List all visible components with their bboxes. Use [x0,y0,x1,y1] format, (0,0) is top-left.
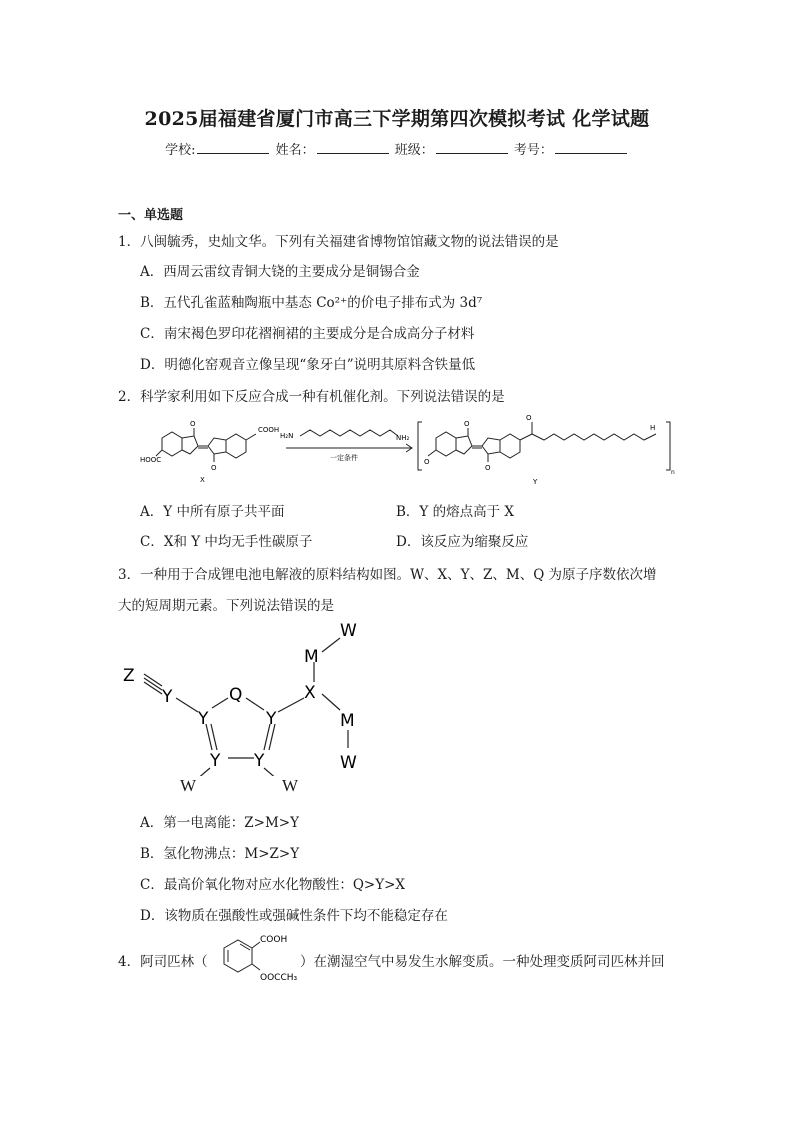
atom-y-right: Y [266,709,277,729]
atom-w-right: W [340,753,357,773]
q3-option-d: D．该物质在强酸性或强碱性条件下均不能稳定存在 [140,908,448,924]
y-nh-label: H [650,424,656,432]
q4-stem-start: 4．阿司匹林（ [118,954,208,970]
q2-stem: 2．科学家利用如下反应合成一种有机催化剂。下列说法错误的是 [118,389,505,405]
school-label: 学校: [165,143,196,158]
atom-m-top: M [304,647,319,667]
class-label: 班级： [394,143,434,158]
q3-stem-line1: 3．一种用于合成锂电池电解液的原料结构如图。W、X、Y、Z、M、Q 为原子序数依次增 [118,567,657,583]
x-oxygen-top: O [190,420,196,428]
atom-w-bottom-right: W [282,776,299,795]
q3-option-a: A．第一电离能：Z>M>Y [140,815,299,831]
name-label: 姓名： [275,143,315,158]
atom-w-top: W [340,621,357,641]
y-oxygen-top: O [464,420,470,428]
q1-option-d: D．明德化窑观音立像呈现“象牙白”说明其原料含铁量低 [140,357,476,373]
atom-q: Q [229,685,243,705]
y-oxygen-amide: O [526,414,532,422]
q1-stem: 1．八闽毓秀，史灿文华。下列有关福建省博物馆馆藏文物的说法错误的是 [118,234,559,250]
class-blank [436,141,508,154]
q3-stem-line2: 大的短周期元素。下列说法错误的是 [118,598,334,614]
y-oxygen-end: O [424,458,430,466]
q1-option-b: B．五代孔雀蓝釉陶瓶中基态 Co²⁺的价电子排布式为 3d⁷ [140,295,483,311]
name-blank [317,141,389,154]
q3-structure [118,618,378,776]
aspirin-cooh-label: COOH [260,935,288,945]
q2-option-a: A．Y 中所有原子共平面 [140,504,285,520]
aspirin-structure [210,930,302,988]
atom-m-right: M [340,711,355,731]
x-cooh-label: COOH [258,426,280,434]
atom-y-bottom-left: Y [210,751,221,771]
q2-reaction-scheme [140,408,680,490]
page-title: 2025届福建省厦门市高三下学期第四次模拟考试 化学试题 [144,108,650,130]
student-info-row [0,139,794,158]
reaction-condition: 一定条件 [330,454,358,462]
number-blank [555,141,627,154]
school-blank [197,141,269,154]
q1-option-a: A．西周云雷纹青铜大铙的主要成分是铜锡合金 [140,264,420,280]
x-molecule-label: X [200,476,205,484]
atom-y-bottom-right: Y [254,751,265,771]
aspirin-ester-label: OOCCH₃ [260,973,298,983]
y-subscript-n: n [671,469,675,476]
atom-y-cyano: Y [162,687,173,707]
q2-option-d: D．该反应为缩聚反应 [396,534,529,550]
amine-h2n-label: H₂N [280,432,294,440]
number-label: 考号： [513,143,553,158]
y-oxygen-bottom: O [485,464,491,472]
q1-option-c: C．南宋褐色罗印花褶裥裙的主要成分是合成高分子材料 [140,326,475,342]
q2-option-c: C．X和 Y 中均无手性碳原子 [140,534,313,550]
amine-nh2-label: NH₂ [396,434,410,442]
atom-z: Z [123,666,135,686]
q2-option-b: B．Y 的熔点高于 X [396,504,515,520]
q3-option-c: C．最高价氧化物对应水化物酸性：Q>Y>X [140,877,406,893]
q4-stem-end: ）在潮湿空气中易发生水解变质。一种处理变质阿司匹林并回 [300,954,665,970]
atom-x: X [304,683,316,703]
x-hooc-label: HOOC [140,456,162,464]
section-heading: 一、单选题 [118,208,184,223]
atom-y-left: Y [198,709,209,729]
x-oxygen-bottom: O [211,464,217,472]
q3-option-b: B．氢化物沸点：M>Z>Y [140,846,300,862]
atom-w-bottom-left: W [180,776,197,795]
y-molecule-label: Y [533,478,538,486]
